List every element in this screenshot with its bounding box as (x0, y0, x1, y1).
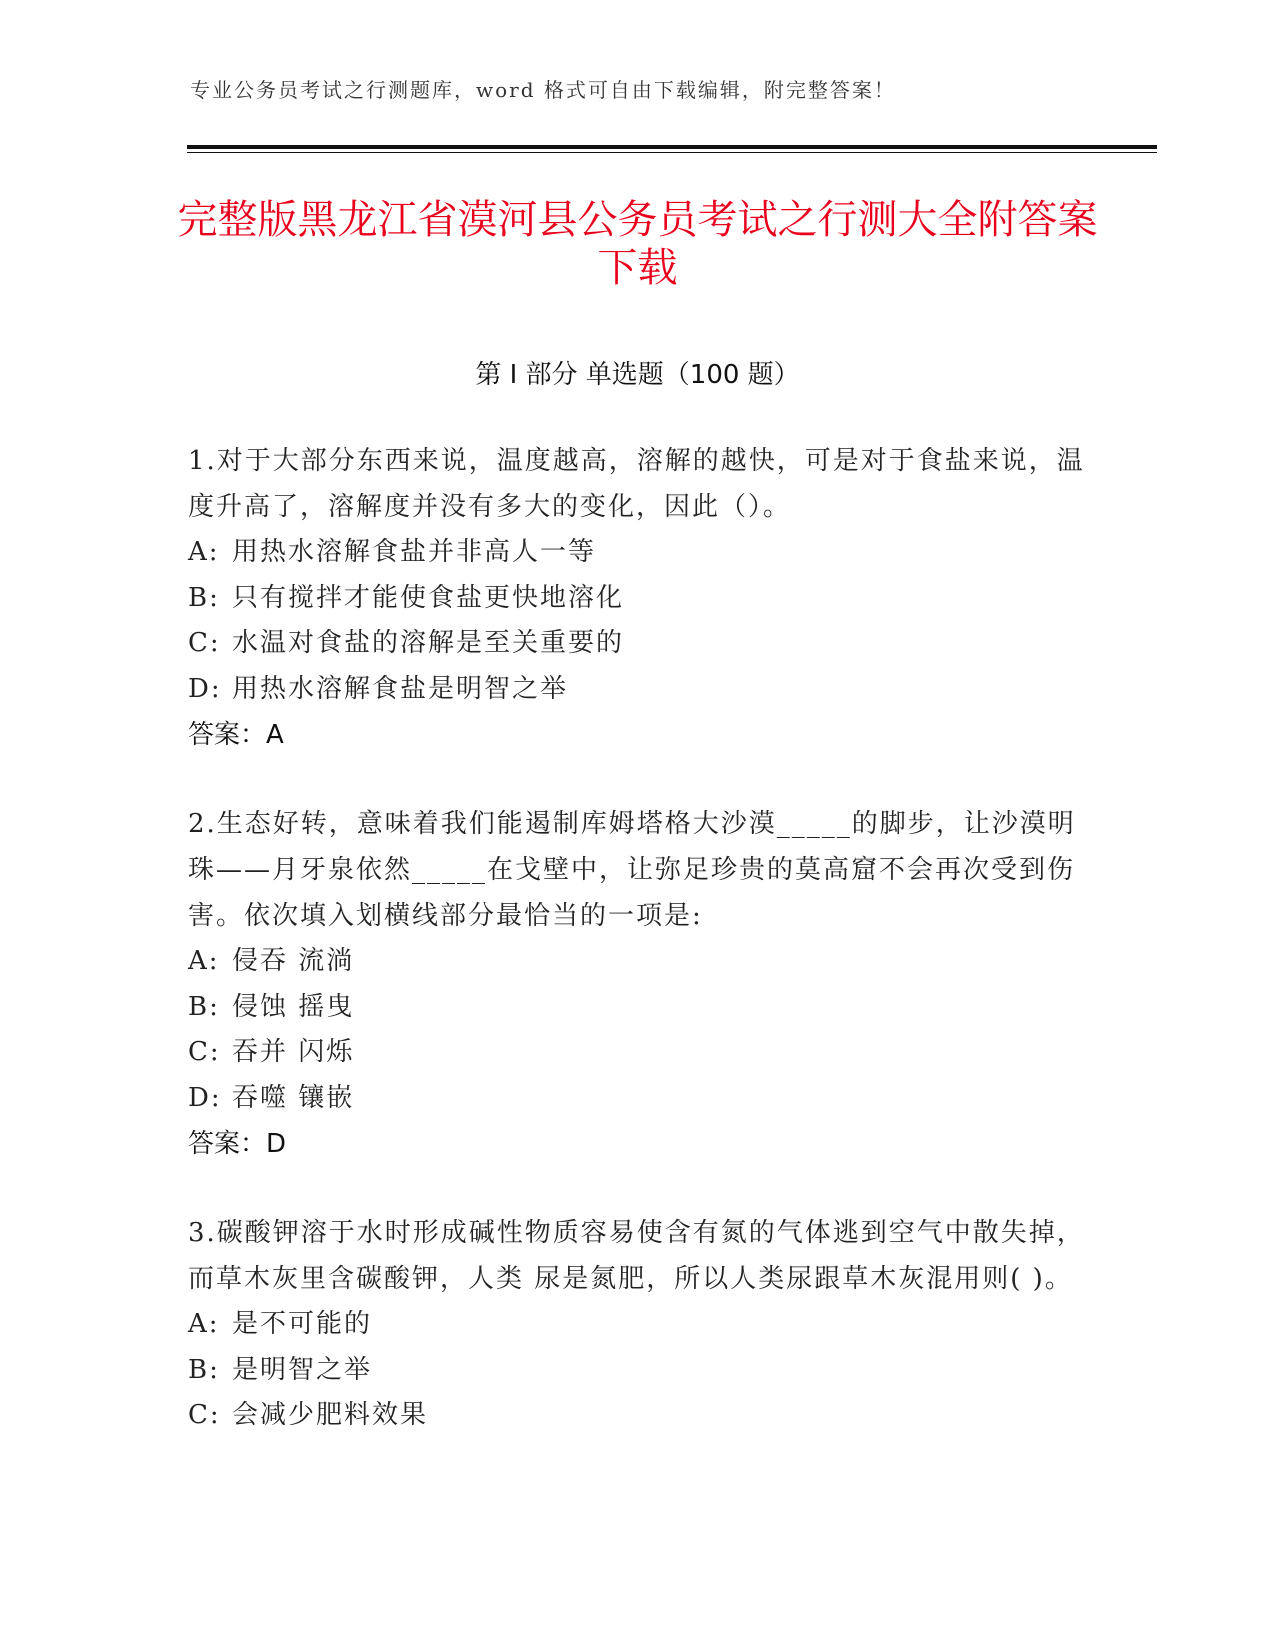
option-text: 吞噬 镶嵌 (232, 1082, 355, 1113)
header-note: 专业公务员考试之行测题库，word 格式可自由下载编辑，附完整答案！ (190, 78, 896, 102)
option-a (188, 1302, 1088, 1348)
question-2 (188, 801, 1088, 1167)
question-stem: 1.对于大部分东西来说，温度越高，溶解的越快，可是对于食盐来说，温度升高了，溶解度并没有多大的变化，因此（）。 (188, 446, 1085, 522)
answer-line: 答案：D (188, 1129, 287, 1159)
option-text: 是不可能的 (232, 1309, 373, 1339)
option-text: 是明智之举 (232, 1354, 373, 1385)
option-text: 侵蚀 摇曳 (232, 991, 355, 1022)
option-c (188, 621, 1088, 667)
option-b (188, 576, 1088, 622)
document-title: 完整版黑龙江省漠河县公务员考试之行测大全附答案下载 (177, 197, 1098, 291)
section-heading: 第 I 部分 单选题（100 题） (475, 360, 800, 390)
option-key: C: (188, 1400, 221, 1430)
question-3 (188, 1210, 1088, 1439)
option-key: B: (188, 1354, 220, 1385)
option-key: B: (188, 991, 220, 1022)
option-key: A: (188, 537, 220, 567)
option-a (188, 939, 1088, 985)
answer-line: 答案：A (188, 720, 284, 750)
option-key: D: (188, 673, 222, 704)
option-key: A: (188, 1309, 220, 1339)
question-list (188, 438, 1088, 1482)
option-key: B: (188, 582, 220, 613)
question-1 (188, 438, 1088, 758)
option-text: 水温对食盐的溶解是至关重要的 (232, 628, 625, 658)
option-text: 会减少肥料效果 (232, 1400, 429, 1430)
option-key: C: (188, 628, 221, 658)
option-c (188, 1030, 1088, 1076)
option-text: 侵吞 流淌 (232, 946, 355, 976)
option-b (188, 1348, 1088, 1394)
question-stem: 2.生态好转，意味着我们能遏制库姆塔格大沙漠_____的脚步，让沙漠明珠——月牙泉依然_____在戈壁中，让弥足珍贵的莫高窟不会再次受到伤害。依次填入划横线部分最恰当的一项是: (188, 809, 1076, 931)
option-d (188, 1076, 1088, 1122)
option-text: 用热水溶解食盐并非高人一等 (232, 537, 597, 567)
option-d (188, 667, 1088, 713)
option-key: A: (188, 946, 220, 976)
option-text: 只有搅拌才能使食盐更快地溶化 (232, 582, 625, 613)
option-key: C: (188, 1037, 221, 1067)
option-text: 吞并 闪烁 (232, 1037, 355, 1067)
option-c (188, 1393, 1088, 1439)
option-a (188, 530, 1088, 576)
header-rule-thin (187, 152, 1157, 153)
option-key: D: (188, 1082, 222, 1113)
option-b (188, 985, 1088, 1031)
question-stem: 3.碳酸钾溶于水时形成碱性物质容易使含有氮的气体逃到空气中散失掉，而草木灰里含碳酸钾，人类 尿是氮肥，所以人类尿跟草木灰混用则( )。 (188, 1218, 1085, 1294)
option-text: 用热水溶解食盐是明智之举 (232, 673, 569, 704)
header-rule-thick (187, 145, 1157, 149)
